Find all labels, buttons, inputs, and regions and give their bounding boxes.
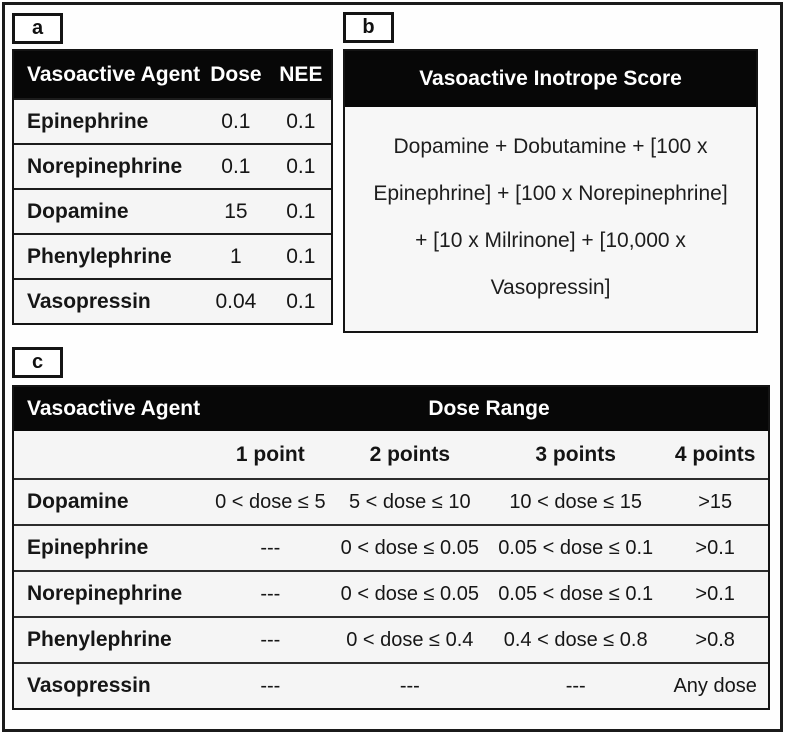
table-row — [14, 662, 768, 708]
panel-b-label-text: b — [362, 16, 375, 38]
cell-agent: Vasopressin — [27, 674, 151, 697]
vis-formula-box — [343, 49, 758, 333]
cell-3-points: 0.4 < dose ≤ 0.8 — [503, 628, 648, 651]
formula-line: Dopamine + Dobutamine + [100 x — [393, 135, 708, 158]
cell-3-points: 0.05 < dose ≤ 0.1 — [498, 536, 654, 559]
column-header-dose: Dose — [210, 62, 262, 86]
cell-agent: Epinephrine — [27, 536, 149, 559]
column-header-2-points: 2 points — [369, 442, 451, 466]
table-row — [14, 233, 331, 278]
column-header-4-points: 4 points — [674, 442, 756, 466]
panel-c-label-text: c — [31, 351, 44, 373]
column-header-dose-range: Dose Range — [428, 397, 550, 420]
vis-formula-text — [345, 107, 756, 311]
formula-line: + [10 x Milrinone] + [10,000 x — [415, 229, 686, 252]
cell-agent: Dopamine — [27, 199, 129, 223]
panel-a-label-text: a — [31, 17, 44, 39]
cell-1-point: 0 < dose ≤ 5 — [215, 490, 326, 513]
cell-2-points: 0 < dose ≤ 0.4 — [346, 628, 474, 651]
cell-nee: 0.1 — [286, 199, 316, 223]
column-header-nee: NEE — [279, 62, 323, 86]
table-row — [14, 143, 331, 188]
cell-agent: Phenylephrine — [27, 244, 172, 268]
panel-b-label — [343, 12, 394, 43]
cell-2-points: 0 < dose ≤ 0.05 — [340, 536, 479, 559]
cell-2-points: 0 < dose ≤ 0.05 — [340, 582, 479, 605]
cell-dose: 1 — [230, 244, 242, 268]
cell-3-points: 0.05 < dose ≤ 0.1 — [498, 582, 654, 605]
cell-1-point: --- — [260, 582, 281, 605]
cell-4-points: >0.1 — [695, 582, 735, 605]
column-header-agent: Vasoactive Agent — [27, 397, 201, 420]
dose-range-score-table — [12, 385, 770, 710]
column-header-agent: Vasoactive Agent — [27, 62, 201, 86]
cell-nee: 0.1 — [286, 289, 316, 313]
cell-4-points: >0.8 — [695, 628, 735, 651]
table-header-row — [14, 387, 768, 431]
table-row — [14, 98, 331, 143]
cell-3-points: 10 < dose ≤ 15 — [509, 490, 643, 513]
cell-nee: 0.1 — [286, 244, 316, 268]
cell-agent: Norepinephrine — [27, 154, 183, 178]
cell-1-point: --- — [260, 674, 281, 697]
cell-4-points: >15 — [698, 490, 733, 513]
table-row — [14, 188, 331, 233]
table-header-row — [14, 51, 331, 98]
cell-4-points: Any dose — [673, 674, 757, 697]
cell-agent: Dopamine — [27, 490, 129, 513]
cell-nee: 0.1 — [286, 109, 316, 133]
cell-dose: 15 — [224, 199, 248, 223]
cell-2-points: --- — [399, 674, 420, 697]
cell-dose: 0.1 — [221, 109, 251, 133]
panel-c-label — [12, 347, 63, 378]
column-header-3-points: 3 points — [535, 442, 616, 466]
cell-agent: Norepinephrine — [27, 582, 183, 605]
formula-line: Epinephrine] + [100 x Norepinephrine] — [373, 182, 728, 205]
nee-conversion-table — [12, 49, 333, 325]
cell-agent: Phenylephrine — [27, 628, 172, 651]
cell-4-points: >0.1 — [695, 536, 735, 559]
table-row — [14, 616, 768, 662]
table-row — [14, 278, 331, 323]
table-row — [14, 478, 768, 524]
vis-formula-title: Vasoactive Inotrope Score — [345, 51, 756, 107]
cell-1-point: --- — [260, 536, 281, 559]
column-header-1-point: 1 point — [235, 442, 305, 466]
cell-dose: 0.1 — [221, 154, 251, 178]
cell-agent: Vasopressin — [27, 289, 151, 313]
cell-1-point: --- — [260, 628, 281, 651]
cell-agent: Epinephrine — [27, 109, 149, 133]
formula-line: Vasopressin] — [490, 276, 611, 299]
table-subheader-row — [14, 431, 768, 478]
panel-a-label — [12, 13, 63, 44]
table-row — [14, 570, 768, 616]
cell-nee: 0.1 — [286, 154, 316, 178]
cell-3-points: --- — [565, 674, 586, 697]
table-row — [14, 524, 768, 570]
cell-dose: 0.04 — [215, 289, 257, 313]
cell-2-points: 5 < dose ≤ 10 — [349, 490, 471, 513]
